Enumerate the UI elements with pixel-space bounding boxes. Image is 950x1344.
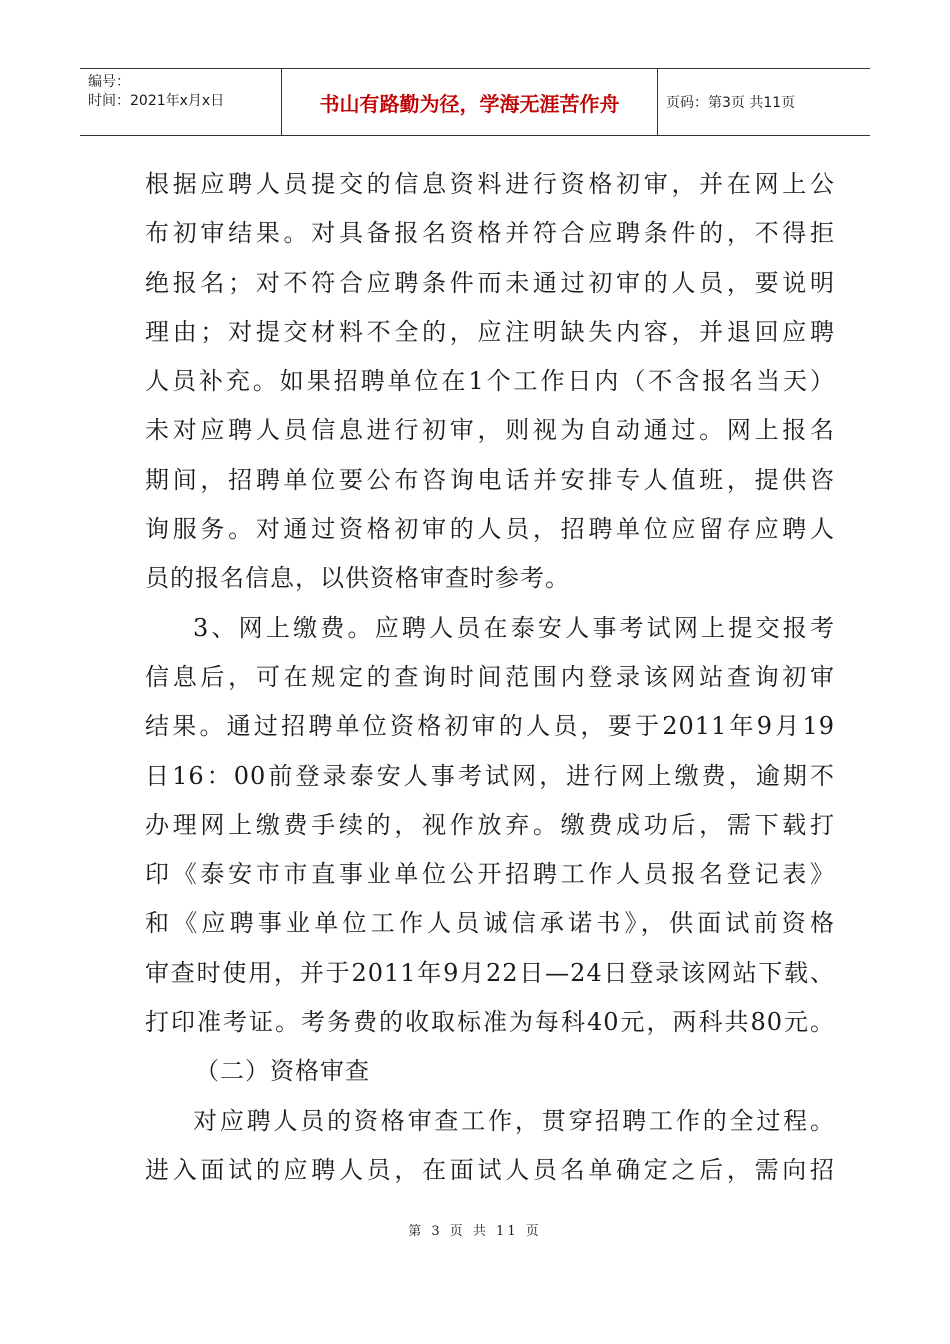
section-heading: （二）资格审查 [195, 1057, 370, 1086]
document-number-label: 编号： [88, 74, 130, 90]
body-line: 打印准考证。考务费的收取标准为每科40元，两科共80元。 [145, 1008, 835, 1037]
body-line: 进入面试的应聘人员，在面试人员名单确定之后，需向招 [145, 1155, 835, 1184]
body-line: 结果。通过招聘单位资格初审的人员，要于2011年9月19 [145, 712, 835, 741]
body-line: 和《应聘事业单位工作人员诚信承诺书》，供面试前资格 [145, 909, 835, 938]
body-line: 人员补充。如果招聘单位在1个工作日内（不含报名当天） [145, 367, 835, 396]
body-line: 3、网上缴费。应聘人员在泰安人事考试网上提交报考 [193, 613, 835, 642]
body-line: 根据应聘人员提交的信息资料进行资格初审，并在网上公 [145, 170, 835, 198]
body-line: 日16：00前登录泰安人事考试网，进行网上缴费，逾期不 [145, 761, 835, 790]
document-time-label: 时间：2021年x月x日 [88, 93, 225, 109]
body-line: 绝报名；对不符合应聘条件而未通过初审的人员，要说明 [145, 268, 835, 297]
body-line: 未对应聘人员信息进行初审，则视为自动通过。网上报名 [145, 416, 835, 445]
body-line: 询服务。对通过资格初审的人员，招聘单位应留存应聘人 [145, 515, 835, 544]
body-line: 对应聘人员的资格审查工作，贯穿招聘工作的全过程。 [193, 1106, 835, 1135]
body-line: 期间，招聘单位要公布咨询电话并安排专人值班，提供咨 [145, 465, 835, 494]
body-line: 员的报名信息，以供资格审查时参考。 [145, 564, 570, 593]
body-line: 信息后，可在规定的查询时间范围内登录该网站查询初审 [145, 662, 835, 691]
header-motto: 书山有路勤为径，学海无涯苦作舟 [282, 69, 658, 135]
body-line: 办理网上缴费手续的，视作放弃。缴费成功后，需下载打 [145, 810, 835, 839]
page-footer: 第 3 页 共 11 页 [408, 1224, 542, 1239]
body-line: 印《泰安市市直事业单位公开招聘工作人员报名登记表》 [145, 860, 835, 889]
body-line: 理由；对提交材料不全的，应注明缺失内容，并退回应聘 [145, 317, 835, 346]
page-header [80, 68, 870, 136]
header-meta [80, 69, 282, 135]
body-line: 布初审结果。对具备报名资格并符合应聘条件的，不得拒 [145, 219, 835, 248]
body-line: 审查时使用，并于2011年9月22日—24日登录该网站下载、 [145, 958, 835, 987]
document-body [145, 160, 835, 1195]
header-page-info: 页码：第3页 共11页 [666, 95, 796, 111]
